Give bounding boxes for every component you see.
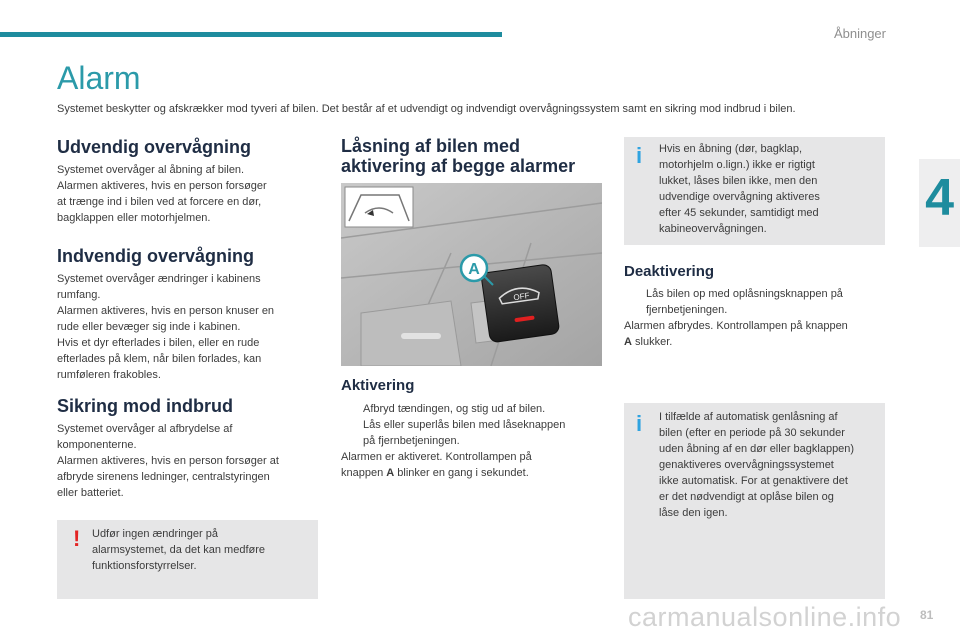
- header-accent-bar: [0, 32, 502, 37]
- heading-laasning: Låsning af bilen med aktivering af begge alarmer: [341, 136, 576, 176]
- heading-sikring: Sikring mod indbrud: [57, 396, 233, 416]
- dashboard-illustration: [341, 183, 602, 366]
- info-box-2-text: I tilfælde af automatisk genlåsning af bilen (efter en periode på 30 sekunder uden åbning af en dør eller bagklappen) genaktiveres overvågningssystemet ikke automatisk. For at genaktivere det er det nødvendigt at oplåse bilen og låse den igen.: [659, 411, 855, 519]
- udvendig-text: Systemet overvåger al åbning af bilen. Alarmen aktiveres, hvis en person forsøger at trænge ind i bilen ved at forcere en dør, bagklappen eller motorhjelmen.: [57, 164, 267, 224]
- watermark: carmanualsonline.info: [628, 602, 902, 632]
- info-box-1: [624, 137, 885, 245]
- deaktivering-text: Lås bilen op med oplåsningsknappen på fjernbetjeningen. Alarmen afbrydes. Kontrollampen på knappen A slukker.: [624, 288, 848, 348]
- aktivering-text: Afbryd tændingen, og stig ud af bilen. Lås eller superlås bilen med låseknappen på fjernbetjeningen. Alarmen er aktiveret. Kontrollampen på knappen A blinker en gang i sekundet.: [341, 403, 566, 479]
- heading-aktivering: Aktivering: [341, 377, 415, 394]
- chapter-number: 4: [925, 169, 954, 227]
- heading-deaktivering: Deaktivering: [624, 263, 715, 280]
- info-box-2: [624, 403, 885, 599]
- section-header: Åbninger: [833, 26, 886, 41]
- heading-indvendig: Indvendig overvågning: [57, 246, 255, 266]
- warning-box: [57, 520, 318, 599]
- page-title: Alarm: [57, 60, 141, 96]
- sikring-text: Systemet overvåger al afbrydelse af komponenterne. Alarmen aktiveres, hvis en person forsøger at afbryde sirenens ledninger, centralstyringen eller batteriet.: [57, 423, 279, 499]
- warning-text: Udfør ingen ændringer på alarmsystemet, da det kan medføre funktionsforstyrrelser.: [92, 528, 266, 572]
- heading-udvendig: Udvendig overvågning: [57, 137, 252, 157]
- button-a-label: A: [468, 261, 480, 278]
- intro-text: Systemet beskytter og afskrækker mod tyveri af bilen. Det består af et udvendigt og indvendigt overvågningssystem samt en sikring mod indbrud i bilen.: [57, 103, 796, 115]
- info-box-1-text: Hvis en åbning (dør, bagklap, motorhjelm o.lign.) ikke er rigtigt lukket, låses bilen ikke, men den udvendige overvågning aktiveres efter 45 sekunder, samtidigt med kabineovervågningen.: [659, 143, 820, 235]
- alarm-button-off-label: OFF: [512, 291, 530, 303]
- page-number: 81: [920, 608, 934, 622]
- warning-icon: !: [73, 526, 81, 551]
- alarm-button-photo: [341, 183, 602, 366]
- info-icon: i: [636, 143, 643, 168]
- info-icon: i: [636, 411, 643, 436]
- indvendig-text: Systemet overvåger ændringer i kabinens rumfang. Alarmen aktiveres, hvis en person knuser en rude eller bevæger sig inde i kabinen. Hvis et dyr efterlades i bilen, eller en rude efterlades på klem, når bilen forlades, kan rumføleren frakobles.: [57, 273, 275, 381]
